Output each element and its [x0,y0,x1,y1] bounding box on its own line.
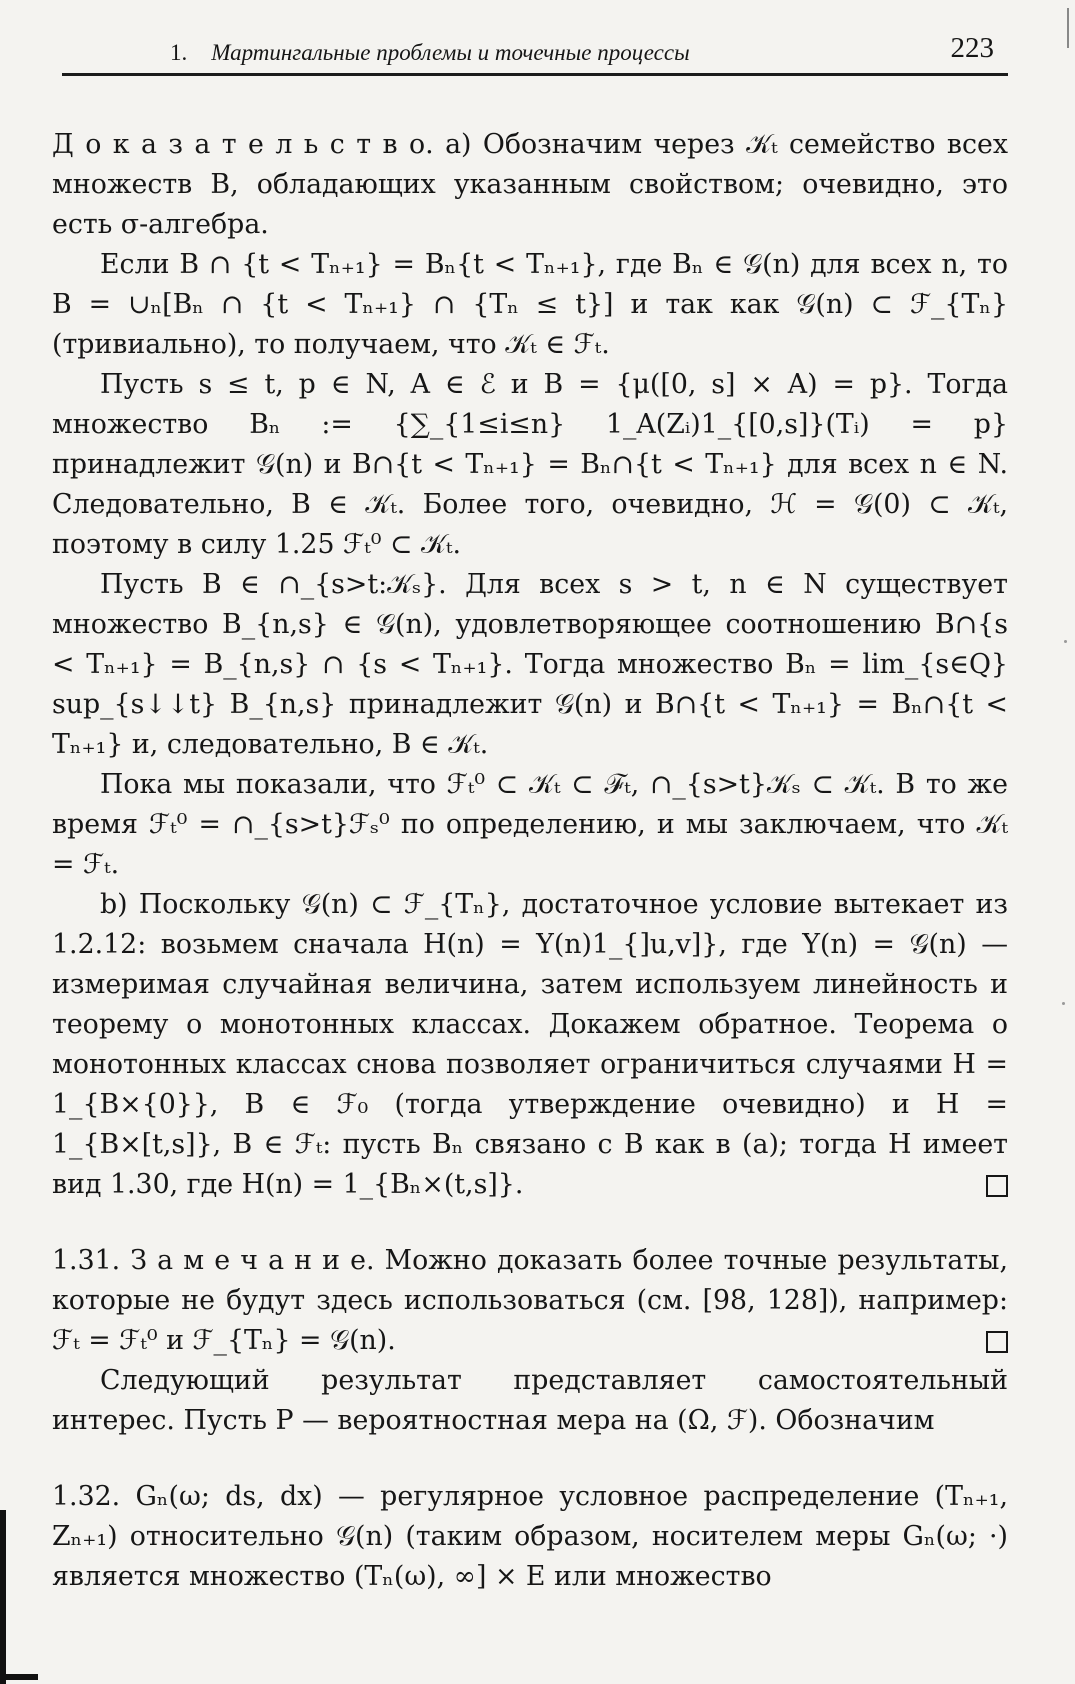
scan-speck [1064,640,1067,643]
header-title-group [170,40,690,66]
section-number: 1. [170,40,188,65]
scan-speck [1062,1002,1065,1005]
qed-square-icon [986,1331,1008,1353]
proof-paragraph-b [52,885,1008,1205]
paragraph-intersection: Если B ∩ {t < Tₙ₊₁} = Bₙ{t < Tₙ₊₁}, где Bₙ ∈ 𝒢(n) для всех n, то B = ∪ₙ[Bₙ ∩ {t < Tₙ₊₁} ∩ {Tₙ ≤ t}] и так как 𝒢(n) ⊂ ℱ_{Tₙ} (тривиально), то получаем, что 𝒦ₜ ∈ ℱₜ. [52,249,1008,360]
page-body [52,125,1008,1597]
section-title: Мартингальные проблемы и точечные процессы [211,40,690,65]
paragraph-generators: Пусть s ≤ t, p ∈ N, A ∈ ℰ и B = {μ([0, s] × A) = p}. Тогда множество Bₙ := {∑_{1≤i≤n} 1_A(Zᵢ)1_{[0,s]}(Tᵢ) = p} принадлежит 𝒢(n) и B∩{t < Tₙ₊₁} = Bₙ∩{t < Tₙ₊₁} для всех n ∈ N. Следовательно, B ∈ 𝒦ₜ. Более того, очевидно, ℋ = 𝒢(0) ⊂ 𝒦ₜ, поэтому в силу 1.25 ℱₜ⁰ ⊂ 𝒦ₜ. [52,369,1008,560]
page-number: 223 [950,32,994,64]
running-header [52,30,1008,74]
paragraph-conclusion: Пока мы показали, что ℱₜ⁰ ⊂ 𝒦ₜ ⊂ ℱₜ, ∩_{s>t}𝒦ₛ ⊂ 𝒦ₜ. В то же время ℱₜ⁰ = ∩_{s>t}ℱₛ⁰ по определению, и мы заключаем, что 𝒦ₜ = ℱₜ. [52,769,1008,880]
proof-b-text: b) Поскольку 𝒢(n) ⊂ ℱ_{Tₙ}, достаточное условие вытекает из 1.2.12: возьмем сначала H(n) = Y(n)1_{]u,v]}, где Y(n) = 𝒢(n) — измеримая случайная величина, затем используем линейность и теорему о монотонных классах. Докажем обратное. Теорема о монотонных классах снова позволяет ограничиться случаями H = 1_{B×{0}}, B ∈ ℱ₀ (тогда утверждение очевидно) и H = 1_{B×[t,s]}, B ∈ ℱₜ: пусть Bₙ связано с B как в (а); тогда H имеет вид 1.30, где H(n) = 1_{Bₙ×(t,s]}. [52,889,1008,1200]
remark-1-31 [52,1241,1008,1361]
paragraph-next-result: Следующий результат представляет самостоятельный интерес. Пусть P — вероятностная мера на (Ω, ℱ). Обозначим [52,1365,1008,1436]
scan-edge-vertical [0,1510,6,1684]
qed-square-icon [986,1175,1008,1197]
header-rule [62,73,1008,76]
paragraph-limit: Пусть B ∈ ∩_{s>t:𝒦ₛ}. Для всех s > t, n ∈ N существует множество B_{n,s} ∈ 𝒢(n), удовлетворяющее соотношению B∩{s < Tₙ₊₁} = B_{n,s} ∩ {s < Tₙ₊₁}. Тогда множество Bₙ = lim_{s∈Q} sup_{s↓↓t} B_{n,s} принадлежит 𝒢(n) и B∩{t < Tₙ₊₁} = Bₙ∩{t < Tₙ₊₁} и, следовательно, B ∈ 𝒦ₜ. [52,569,1008,760]
scan-edge-horizontal [0,1674,38,1680]
remark-text: 1.31. З а м е ч а н и е. Можно доказать более точные результаты, которые не будут здесь использоваться (см. [98, 128]), например: ℱₜ = ℱₜ⁰ и ℱ_{Tₙ} = 𝒢(n). [52,1245,1008,1356]
definition-1-32: 1.32. Gₙ(ω; ds, dx) — регулярное условное распределение (Tₙ₊₁, Zₙ₊₁) относительно 𝒢(n) (таким образом, носителем меры Gₙ(ω; ·) является множество (Tₙ(ω), ∞] × E или множество [52,1481,1008,1592]
proof-paragraph-a: Д о к а з а т е л ь с т в о. а) Обозначим через 𝒦ₜ семейство всех множеств B, обладающих указанным свойством; очевидно, это есть σ-алгебра. [52,129,1008,240]
page [52,30,1008,1592]
scan-margin-mark [1067,8,1069,48]
